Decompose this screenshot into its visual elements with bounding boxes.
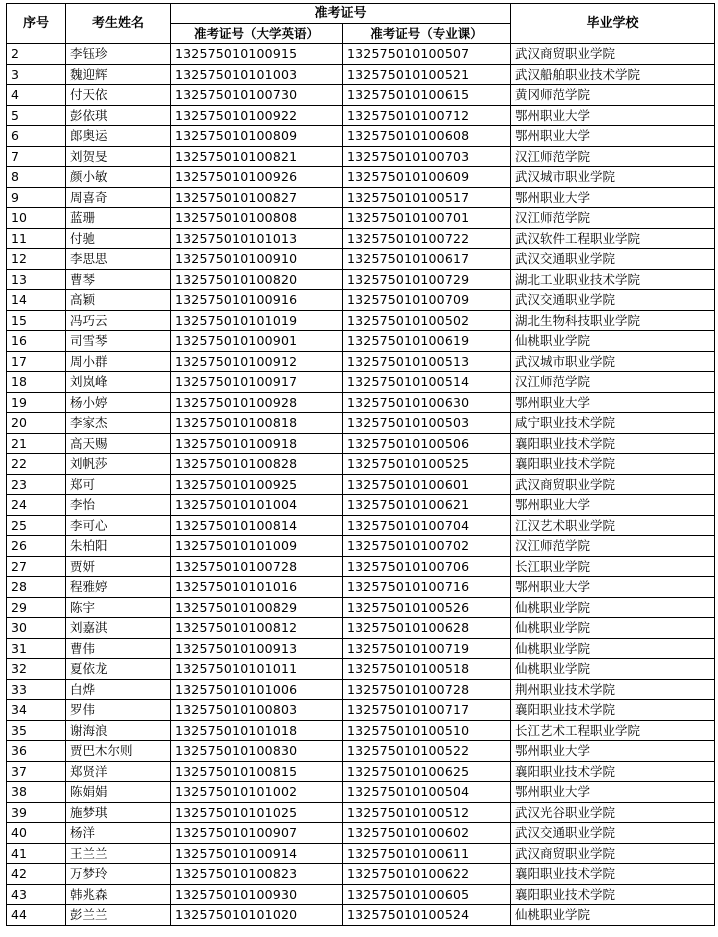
table-row	[7, 659, 715, 680]
ticket-major-cell: 132575010100514	[343, 372, 511, 393]
ticket-major-cell: 132575010100506	[343, 433, 511, 454]
ticket-major-cell: 132575010100517	[343, 187, 511, 208]
school-cell: 仙桃职业学院	[511, 905, 715, 926]
table-row	[7, 536, 715, 557]
ticket-major-cell: 132575010100722	[343, 228, 511, 249]
seq-cell: 41	[7, 843, 66, 864]
name-cell: 刘岚峰	[66, 372, 171, 393]
name-cell: 刘帆莎	[66, 454, 171, 475]
ticket-major-cell: 132575010100702	[343, 536, 511, 557]
seq-cell: 44	[7, 905, 66, 926]
table-row	[7, 802, 715, 823]
ticket-major-cell: 132575010100630	[343, 392, 511, 413]
school-cell: 咸宁职业技术学院	[511, 413, 715, 434]
school-cell: 鄂州职业大学	[511, 782, 715, 803]
seq-cell: 11	[7, 228, 66, 249]
school-cell: 仙桃职业学院	[511, 659, 715, 680]
ticket-major-cell: 132575010100701	[343, 208, 511, 229]
ticket-english-cell: 132575010100830	[171, 741, 343, 762]
ticket-english-cell: 132575010100827	[171, 187, 343, 208]
name-cell: 付天依	[66, 85, 171, 106]
seq-cell: 37	[7, 761, 66, 782]
ticket-major-cell: 132575010100507	[343, 44, 511, 65]
school-cell: 武汉商贸职业学院	[511, 843, 715, 864]
school-cell: 襄阳职业技术学院	[511, 761, 715, 782]
name-cell: 陈宇	[66, 597, 171, 618]
ticket-major-cell: 132575010100628	[343, 618, 511, 639]
seq-cell: 6	[7, 126, 66, 147]
school-cell: 武汉交通职业学院	[511, 823, 715, 844]
table-row	[7, 433, 715, 454]
name-cell: 施梦琪	[66, 802, 171, 823]
seq-cell: 31	[7, 638, 66, 659]
school-cell: 仙桃职业学院	[511, 618, 715, 639]
school-cell: 襄阳职业技术学院	[511, 454, 715, 475]
ticket-major-cell: 132575010100510	[343, 720, 511, 741]
header-ticket: 准考证号	[171, 4, 511, 24]
name-cell: 李怡	[66, 495, 171, 516]
school-cell: 汉江师范学院	[511, 146, 715, 167]
ticket-english-cell: 132575010100809	[171, 126, 343, 147]
name-cell: 周小群	[66, 351, 171, 372]
table-header	[7, 4, 715, 44]
school-cell: 荆州职业技术学院	[511, 679, 715, 700]
table-row	[7, 905, 715, 926]
table-row	[7, 269, 715, 290]
table-row	[7, 700, 715, 721]
table-row	[7, 187, 715, 208]
name-cell: 高颖	[66, 290, 171, 311]
name-cell: 刘贺旻	[66, 146, 171, 167]
table-row	[7, 864, 715, 885]
ticket-english-cell: 132575010100828	[171, 454, 343, 475]
ticket-major-cell: 132575010100521	[343, 64, 511, 85]
seq-cell: 12	[7, 249, 66, 270]
name-cell: 万梦玲	[66, 864, 171, 885]
seq-cell: 22	[7, 454, 66, 475]
school-cell: 武汉交通职业学院	[511, 290, 715, 311]
table-row	[7, 618, 715, 639]
ticket-english-cell: 132575010101016	[171, 577, 343, 598]
school-cell: 武汉光谷职业学院	[511, 802, 715, 823]
seq-cell: 15	[7, 310, 66, 331]
ticket-major-cell: 132575010100526	[343, 597, 511, 618]
seq-cell: 16	[7, 331, 66, 352]
name-cell: 颜小敏	[66, 167, 171, 188]
ticket-english-cell: 132575010100818	[171, 413, 343, 434]
ticket-major-cell: 132575010100503	[343, 413, 511, 434]
ticket-major-cell: 132575010100609	[343, 167, 511, 188]
name-cell: 白烨	[66, 679, 171, 700]
table-row	[7, 126, 715, 147]
name-cell: 陈娟娟	[66, 782, 171, 803]
seq-cell: 43	[7, 884, 66, 905]
seq-cell: 35	[7, 720, 66, 741]
table-row	[7, 761, 715, 782]
ticket-major-cell: 132575010100504	[343, 782, 511, 803]
school-cell: 鄂州职业大学	[511, 392, 715, 413]
name-cell: 李家杰	[66, 413, 171, 434]
ticket-major-cell: 132575010100512	[343, 802, 511, 823]
name-cell: 郎奥运	[66, 126, 171, 147]
table-row	[7, 413, 715, 434]
seq-cell: 2	[7, 44, 66, 65]
name-cell: 朱柏阳	[66, 536, 171, 557]
name-cell: 罗伟	[66, 700, 171, 721]
seq-cell: 10	[7, 208, 66, 229]
school-cell: 长江职业学院	[511, 556, 715, 577]
table-row	[7, 577, 715, 598]
name-cell: 李思思	[66, 249, 171, 270]
table-row	[7, 249, 715, 270]
table-row	[7, 167, 715, 188]
header-school: 毕业学校	[511, 4, 715, 44]
school-cell: 鄂州职业大学	[511, 577, 715, 598]
seq-cell: 23	[7, 474, 66, 495]
seq-cell: 9	[7, 187, 66, 208]
ticket-english-cell: 132575010101002	[171, 782, 343, 803]
table-row	[7, 310, 715, 331]
ticket-major-cell: 132575010100625	[343, 761, 511, 782]
table-row	[7, 474, 715, 495]
ticket-english-cell: 132575010101004	[171, 495, 343, 516]
seq-cell: 40	[7, 823, 66, 844]
ticket-english-cell: 132575010100914	[171, 843, 343, 864]
ticket-major-cell: 132575010100522	[343, 741, 511, 762]
school-cell: 黄冈师范学院	[511, 85, 715, 106]
ticket-english-cell: 132575010100915	[171, 44, 343, 65]
seq-cell: 20	[7, 413, 66, 434]
seq-cell: 42	[7, 864, 66, 885]
seq-cell: 7	[7, 146, 66, 167]
ticket-english-cell: 132575010100918	[171, 433, 343, 454]
seq-cell: 39	[7, 802, 66, 823]
name-cell: 程雅婷	[66, 577, 171, 598]
name-cell: 贾巴木尔则	[66, 741, 171, 762]
seq-cell: 18	[7, 372, 66, 393]
admission-table	[6, 3, 715, 926]
table-row	[7, 392, 715, 413]
table-row	[7, 720, 715, 741]
ticket-english-cell: 132575010100910	[171, 249, 343, 270]
school-cell: 武汉软件工程职业学院	[511, 228, 715, 249]
seq-cell: 30	[7, 618, 66, 639]
ticket-major-cell: 132575010100615	[343, 85, 511, 106]
ticket-major-cell: 132575010100605	[343, 884, 511, 905]
school-cell: 仙桃职业学院	[511, 597, 715, 618]
table-row	[7, 331, 715, 352]
ticket-major-cell: 132575010100619	[343, 331, 511, 352]
header-seq: 序号	[7, 4, 66, 44]
ticket-english-cell: 132575010100917	[171, 372, 343, 393]
table-row	[7, 64, 715, 85]
table-row	[7, 597, 715, 618]
school-cell: 襄阳职业技术学院	[511, 884, 715, 905]
ticket-major-cell: 132575010100617	[343, 249, 511, 270]
ticket-english-cell: 132575010100907	[171, 823, 343, 844]
school-cell: 湖北生物科技职业学院	[511, 310, 715, 331]
ticket-english-cell: 132575010100926	[171, 167, 343, 188]
table-row	[7, 884, 715, 905]
table-row	[7, 105, 715, 126]
school-cell: 江汉艺术职业学院	[511, 515, 715, 536]
ticket-english-cell: 132575010100913	[171, 638, 343, 659]
table-row	[7, 782, 715, 803]
table-row	[7, 638, 715, 659]
ticket-english-cell: 132575010100803	[171, 700, 343, 721]
school-cell: 武汉城市职业学院	[511, 351, 715, 372]
school-cell: 武汉城市职业学院	[511, 167, 715, 188]
ticket-english-cell: 132575010100925	[171, 474, 343, 495]
school-cell: 武汉船舶职业技术学院	[511, 64, 715, 85]
ticket-english-cell: 132575010100820	[171, 269, 343, 290]
seq-cell: 28	[7, 577, 66, 598]
table-row	[7, 843, 715, 864]
table-body	[7, 44, 715, 926]
ticket-english-cell: 132575010100823	[171, 864, 343, 885]
ticket-major-cell: 132575010100716	[343, 577, 511, 598]
name-cell: 曹伟	[66, 638, 171, 659]
school-cell: 鄂州职业大学	[511, 741, 715, 762]
school-cell: 汉江师范学院	[511, 208, 715, 229]
table-row	[7, 823, 715, 844]
name-cell: 郑可	[66, 474, 171, 495]
table-row	[7, 351, 715, 372]
table-row	[7, 372, 715, 393]
table-row	[7, 208, 715, 229]
seq-cell: 19	[7, 392, 66, 413]
table-row	[7, 495, 715, 516]
name-cell: 曹琴	[66, 269, 171, 290]
school-cell: 鄂州职业大学	[511, 126, 715, 147]
ticket-major-cell: 132575010100513	[343, 351, 511, 372]
ticket-english-cell: 132575010100821	[171, 146, 343, 167]
header-row	[7, 4, 715, 24]
ticket-major-cell: 132575010100608	[343, 126, 511, 147]
name-cell: 杨洋	[66, 823, 171, 844]
seq-cell: 17	[7, 351, 66, 372]
table-row	[7, 228, 715, 249]
seq-cell: 5	[7, 105, 66, 126]
ticket-english-cell: 132575010100730	[171, 85, 343, 106]
ticket-major-cell: 132575010100611	[343, 843, 511, 864]
ticket-major-cell: 132575010100621	[343, 495, 511, 516]
seq-cell: 13	[7, 269, 66, 290]
school-cell: 鄂州职业大学	[511, 495, 715, 516]
table-row	[7, 85, 715, 106]
ticket-english-cell: 132575010101025	[171, 802, 343, 823]
ticket-major-cell: 132575010100704	[343, 515, 511, 536]
name-cell: 杨小婷	[66, 392, 171, 413]
seq-cell: 36	[7, 741, 66, 762]
ticket-english-cell: 132575010101011	[171, 659, 343, 680]
ticket-english-cell: 132575010101019	[171, 310, 343, 331]
name-cell: 李可心	[66, 515, 171, 536]
school-cell: 襄阳职业技术学院	[511, 864, 715, 885]
ticket-major-cell: 132575010100601	[343, 474, 511, 495]
ticket-english-cell: 132575010100814	[171, 515, 343, 536]
ticket-english-cell: 132575010100812	[171, 618, 343, 639]
name-cell: 高天赐	[66, 433, 171, 454]
seq-cell: 14	[7, 290, 66, 311]
name-cell: 王兰兰	[66, 843, 171, 864]
ticket-english-cell: 132575010100728	[171, 556, 343, 577]
ticket-major-cell: 132575010100719	[343, 638, 511, 659]
seq-cell: 4	[7, 85, 66, 106]
ticket-major-cell: 132575010100712	[343, 105, 511, 126]
school-cell: 长江艺术工程职业学院	[511, 720, 715, 741]
name-cell: 蓝珊	[66, 208, 171, 229]
ticket-major-cell: 132575010100525	[343, 454, 511, 475]
seq-cell: 38	[7, 782, 66, 803]
name-cell: 司雪琴	[66, 331, 171, 352]
ticket-english-cell: 132575010100930	[171, 884, 343, 905]
table-row	[7, 556, 715, 577]
name-cell: 郑贤洋	[66, 761, 171, 782]
name-cell: 彭依琪	[66, 105, 171, 126]
name-cell: 李钰珍	[66, 44, 171, 65]
table-row	[7, 679, 715, 700]
name-cell: 周喜奇	[66, 187, 171, 208]
name-cell: 贾妍	[66, 556, 171, 577]
ticket-major-cell: 132575010100706	[343, 556, 511, 577]
ticket-major-cell: 132575010100728	[343, 679, 511, 700]
seq-cell: 29	[7, 597, 66, 618]
ticket-english-cell: 132575010101020	[171, 905, 343, 926]
table-row	[7, 515, 715, 536]
ticket-major-cell: 132575010100729	[343, 269, 511, 290]
school-cell: 湖北工业职业技术学院	[511, 269, 715, 290]
name-cell: 夏依龙	[66, 659, 171, 680]
school-cell: 武汉交通职业学院	[511, 249, 715, 270]
ticket-english-cell: 132575010101003	[171, 64, 343, 85]
seq-cell: 27	[7, 556, 66, 577]
name-cell: 付驰	[66, 228, 171, 249]
name-cell: 谢海浪	[66, 720, 171, 741]
seq-cell: 21	[7, 433, 66, 454]
name-cell: 冯巧云	[66, 310, 171, 331]
header-name: 考生姓名	[66, 4, 171, 44]
ticket-english-cell: 132575010100829	[171, 597, 343, 618]
school-cell: 武汉商贸职业学院	[511, 44, 715, 65]
seq-cell: 25	[7, 515, 66, 536]
school-cell: 鄂州职业大学	[511, 105, 715, 126]
table-row	[7, 290, 715, 311]
table-row	[7, 741, 715, 762]
school-cell: 襄阳职业技术学院	[511, 700, 715, 721]
ticket-major-cell: 132575010100524	[343, 905, 511, 926]
table-row	[7, 454, 715, 475]
school-cell: 汉江师范学院	[511, 372, 715, 393]
name-cell: 彭兰兰	[66, 905, 171, 926]
ticket-english-cell: 132575010101009	[171, 536, 343, 557]
table-row	[7, 44, 715, 65]
school-cell: 仙桃职业学院	[511, 331, 715, 352]
ticket-major-cell: 132575010100703	[343, 146, 511, 167]
name-cell: 韩兆森	[66, 884, 171, 905]
ticket-major-cell: 132575010100709	[343, 290, 511, 311]
ticket-english-cell: 132575010101006	[171, 679, 343, 700]
ticket-major-cell: 132575010100622	[343, 864, 511, 885]
seq-cell: 34	[7, 700, 66, 721]
school-cell: 襄阳职业技术学院	[511, 433, 715, 454]
ticket-english-cell: 132575010100901	[171, 331, 343, 352]
school-cell: 仙桃职业学院	[511, 638, 715, 659]
seq-cell: 8	[7, 167, 66, 188]
ticket-major-cell: 132575010100602	[343, 823, 511, 844]
ticket-english-cell: 132575010100912	[171, 351, 343, 372]
ticket-major-cell: 132575010100502	[343, 310, 511, 331]
ticket-english-cell: 132575010100916	[171, 290, 343, 311]
ticket-english-cell: 132575010100808	[171, 208, 343, 229]
name-cell: 魏迎辉	[66, 64, 171, 85]
school-cell: 鄂州职业大学	[511, 187, 715, 208]
ticket-english-cell: 132575010100922	[171, 105, 343, 126]
school-cell: 汉江师范学院	[511, 536, 715, 557]
seq-cell: 33	[7, 679, 66, 700]
table-row	[7, 146, 715, 167]
school-cell: 武汉商贸职业学院	[511, 474, 715, 495]
seq-cell: 32	[7, 659, 66, 680]
seq-cell: 3	[7, 64, 66, 85]
ticket-major-cell: 132575010100518	[343, 659, 511, 680]
seq-cell: 26	[7, 536, 66, 557]
header-ticket-major: 准考证号（专业课）	[343, 24, 511, 44]
header-ticket-english: 准考证号（大学英语）	[171, 24, 343, 44]
ticket-major-cell: 132575010100717	[343, 700, 511, 721]
name-cell: 刘嘉淇	[66, 618, 171, 639]
seq-cell: 24	[7, 495, 66, 516]
ticket-english-cell: 132575010100928	[171, 392, 343, 413]
ticket-english-cell: 132575010100815	[171, 761, 343, 782]
ticket-english-cell: 132575010101013	[171, 228, 343, 249]
ticket-english-cell: 132575010101018	[171, 720, 343, 741]
